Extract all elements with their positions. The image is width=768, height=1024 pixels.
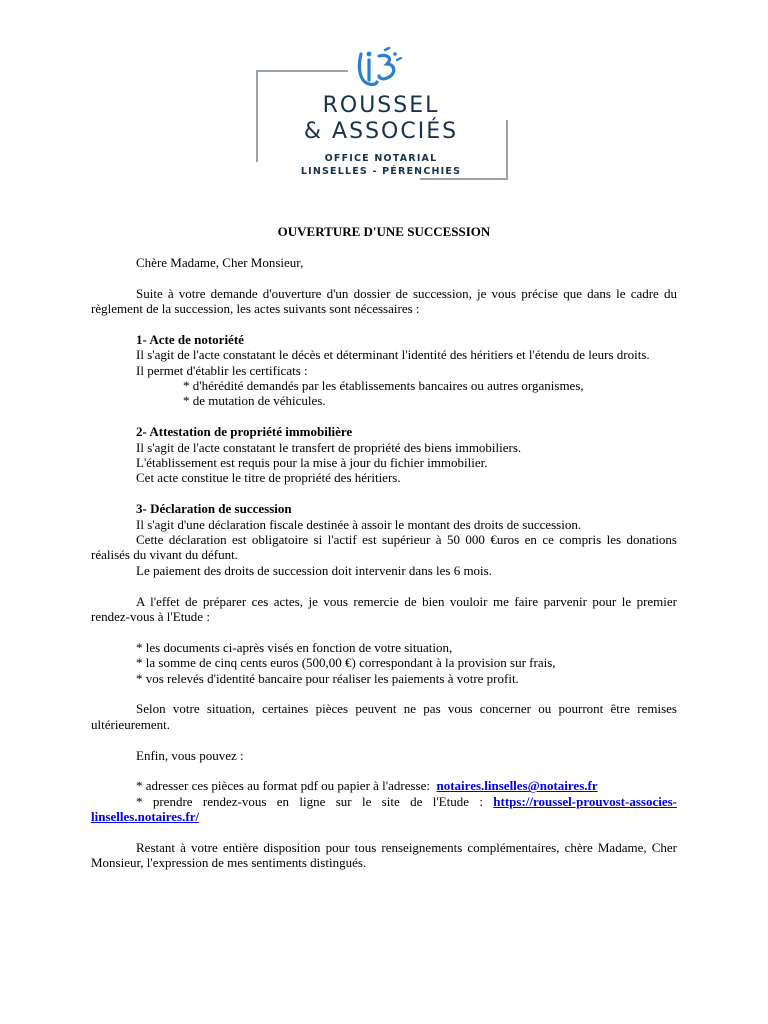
email-link[interactable]: notaires.linselles@notaires.fr bbox=[436, 778, 598, 794]
section-3-line: Le paiement des droits de succession doit intervenir dans les 6 mois. bbox=[136, 562, 492, 578]
section-1-bullet: * d'hérédité demandés par les établissements bancaires ou autres organismes, bbox=[183, 378, 584, 394]
section-2-line: Cet acte constitue le titre de propriété des héritiers. bbox=[136, 470, 401, 486]
logo-subtitle-line1: OFFICE NOTARIAL bbox=[324, 153, 438, 164]
section-1-text: Il s'agit de l'acte constatant le décès et déterminant l'identité des héritiers et l'étendu de leurs droits. bbox=[136, 347, 650, 363]
logo-frame-bottom bbox=[420, 178, 508, 180]
section-1-certificates: Il permet d'établir les certificats : bbox=[136, 362, 308, 378]
section-2-heading: 2- Attestation de propriété immobilière bbox=[136, 424, 353, 440]
section-3-line: Il s'agit d'une déclaration fiscale destinée à assoir le montant des droits de succession. bbox=[136, 516, 582, 532]
list-item: * la somme de cinq cents euros (500,00 €) correspondant à la provision sur frais, bbox=[136, 655, 556, 671]
logo-frame-top bbox=[256, 70, 348, 72]
logo-mark-icon bbox=[355, 46, 405, 88]
rdv-text: * prendre rendez-vous en ligne sur le site de l'Etude : bbox=[136, 793, 483, 809]
logo-brand-line2: & ASSOCIÉS bbox=[303, 119, 459, 144]
rdv-line bbox=[91, 794, 677, 825]
section-3-heading: 3- Déclaration de succession bbox=[136, 501, 292, 517]
send-text: * adresser ces pièces au format pdf ou papier à l'adresse: bbox=[136, 778, 430, 794]
section-1-bullet: * de mutation de véhicules. bbox=[183, 393, 326, 409]
logo-subtitle-line2: LINSELLES - PÉRENCHIES bbox=[300, 166, 462, 177]
send-line bbox=[91, 778, 677, 793]
section-1-heading: 1- Acte de notoriété bbox=[136, 331, 244, 347]
letter-title: OUVERTURE D'UNE SUCCESSION bbox=[277, 224, 491, 239]
website-link[interactable]: https://roussel-prouvost-associes-linselles.notaires.fr/ bbox=[91, 793, 677, 825]
closing-paragraph: Restant à votre entière disposition pour tous renseignements complémentaires, chère Madame, Cher Monsieur, l'expression de mes sentiments distingués. bbox=[91, 840, 677, 871]
list-item: * les documents ci-après visés en fonction de votre situation, bbox=[136, 639, 453, 655]
situation-paragraph: Selon votre situation, certaines pièces peuvent ne pas vous concerner ou pourront être remises ultérieurement. bbox=[91, 701, 677, 732]
section-3-line: Cette déclaration est obligatoire si l'actif est supérieur à 50 000 €uros en ce compris les donations réalisés du vivant du défunt. bbox=[91, 532, 677, 563]
office-logo bbox=[250, 40, 512, 184]
letter-body bbox=[91, 224, 677, 871]
logo-brand-line1: ROUSSEL bbox=[322, 93, 440, 118]
list-item: * vos relevés d'identité bancaire pour réaliser les paiements à votre profit. bbox=[136, 670, 519, 686]
preparation-paragraph: A l'effet de préparer ces actes, je vous remercie de bien vouloir me faire parvenir pour le premier rendez-vous à l'Etude : bbox=[91, 593, 677, 625]
intro-paragraph: Suite à votre demande d'ouverture d'un dossier de succession, je vous précise que dans le cadre du règlement de la succession, les actes suivants sont nécessaires : bbox=[91, 285, 677, 316]
enfin-line: Enfin, vous pouvez : bbox=[136, 747, 244, 763]
section-2-line: Il s'agit de l'acte constatant le transfert de propriété des biens immobiliers. bbox=[136, 439, 522, 455]
salutation: Chère Madame, Cher Monsieur, bbox=[136, 254, 304, 270]
section-2-line: L'établissement est requis pour la mise à jour du fichier immobilier. bbox=[136, 455, 488, 471]
